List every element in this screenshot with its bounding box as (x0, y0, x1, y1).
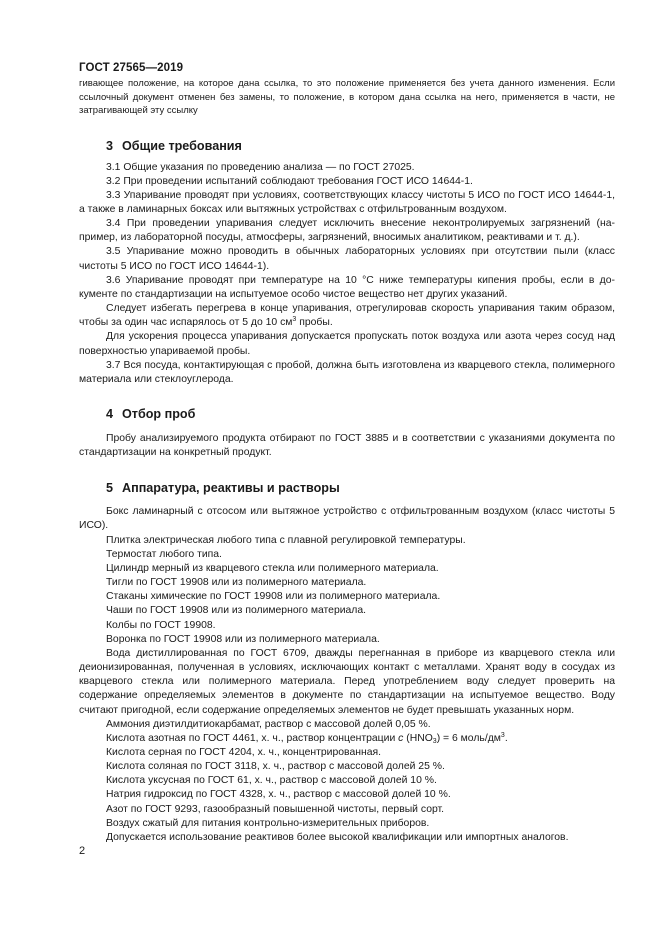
section-5-title: Аппаратура, реактивы и растворы (122, 481, 340, 496)
list-item: Колбы по ГОСТ 19908. (106, 619, 216, 631)
list-item: Допускается использование реактивов более высокой квалификации или импортных аналогов. (106, 831, 569, 843)
overheat-text: Следует избегать перегрева в конце упаривания, отрегулировав скорость упаривания таким образом, чтобы за один час испарялось от 5 до 10 см (79, 303, 615, 329)
nitric-end: . (504, 732, 508, 744)
nitric-text: Кислота азотная по ГОСТ 4461, х. ч., раствор концентрации (106, 732, 399, 744)
list-item: Азот по ГОСТ 9293, газообразный повышенной чистоты, первый сорт. (106, 803, 445, 815)
list-item: Бокс ламинарный с отсосом или вытяжное устройство с отфильтрованным воздухом (класс чистоты 5 ИСО). (79, 506, 615, 532)
document-code: ГОСТ 27565—2019 (79, 62, 184, 74)
clause-3-5: 3.5 Упаривание можно проводить в обычных лабораторных условиях при отсутствии пыли (класс чистоты 5 ИСО по ГОСТ ИСО 14644-1). (79, 246, 615, 272)
nitric-formula: (HNO (403, 732, 433, 744)
section-5-number: 5 (106, 481, 114, 496)
nitric-conc: ) = 6 моль/дм (436, 732, 501, 744)
list-item: Стаканы химические по ГОСТ 19908 или из полимерного материала. (106, 591, 441, 603)
sampling-paragraph: Пробу анализируемого продукта отбирают по ГОСТ 3885 и в соответствии с указаниями документа по стандартизации на конкретный продукт. (79, 433, 615, 459)
list-item: Плитка электрическая любого типа с плавной регулировкой температуры. (106, 534, 466, 546)
nitric-sup: 3 (500, 731, 505, 739)
list-item: Кислота соляная по ГОСТ 3118, х. ч., раствор с массовой долей 25 %. (106, 761, 445, 773)
overheat-sup: 3 (292, 316, 297, 324)
section-3-heading (79, 137, 615, 155)
clause-3-4: 3.4 При проведении упаривания следует исключить внесение неконтролируемых загрязнений (например, из лабораторной посуды, атмосферы, загрязнений, вносимых аналитиком, реактивами и т. д.). (79, 218, 615, 244)
overheat-paragraph (79, 302, 615, 330)
page-number: 2 (79, 845, 86, 857)
list-item: Цилиндр мерный из кварцевого стекла или полимерного материала. (106, 562, 439, 574)
section-3-title: Общие требования (122, 138, 242, 153)
airflow-paragraph: Для ускорения процесса упаривания допускается пропускать поток воздуха или азота через сосуд над поверхностью упариваемой пробы. (79, 331, 615, 357)
section-4-number: 4 (106, 407, 114, 421)
clause-3-2: 3.2 При проведении испытаний соблюдают требования ГОСТ ИСО 14644-1. (106, 175, 473, 187)
list-item: Кислота серная по ГОСТ 4204, х. ч., концентрированная. (106, 746, 381, 758)
section-5-heading (79, 479, 615, 497)
equipment-list (79, 505, 615, 845)
nitric-acid-item (79, 732, 615, 746)
clause-3-1: 3.1 Общие указания по проведению анализа — по ГОСТ 27025. (106, 161, 415, 173)
section-3-number: 3 (106, 138, 114, 153)
nitric-sub: 3 (432, 737, 437, 745)
list-item: Термостат любого типа. (106, 548, 222, 560)
list-item: Воздух сжатый для питания контрольно-измерительных приборов. (106, 817, 430, 829)
list-item: Вода дистиллированная по ГОСТ 6709, дважды перегнанная в приборе из кварцевого стекла или деионизированная, полученная в условиях, исключающих контакт с металлами. Хранят воду в сосудах из кварцевого стекла или полимерного материала. Перед употреблением воду следует проверить на содержание определяемых элементов в документе по стандартизации на испытуемое вещество. Воду считают пригодной, если содержание определяемых элементов не будет превышать указанных норм. (79, 647, 615, 716)
intro-paragraph: гивающее положение, на которое дана ссылка, то это положение применяется без учета данного изменения. Если ссылочный документ отменен без замены, то положение, в котором дана ссылка на него, применяется в части, не затрагивающей эту ссылку (79, 78, 615, 116)
clause-3-3: 3.3 Упаривание проводят при условиях, соответствующих классу чистоты 5 ИСО по ГОСТ ИСО 14644-1, а также в ламинарных боксах или вытяжных устройствах с отфильтрованным воздухом. (79, 189, 615, 215)
clause-3-6: 3.6 Упаривание проводят при температуре на 10 °C ниже температуры кипения пробы, если в документе по стандартизации на испытуемое особо чистое вещество нет других указаний. (79, 274, 615, 300)
section-4-heading (79, 405, 615, 423)
list-item: Чаши по ГОСТ 19908 или из полимерного материала. (106, 605, 367, 617)
page-content (79, 75, 615, 845)
list-item: Кислота уксусная по ГОСТ 61, х. ч., раствор с массовой долей 10 %. (106, 775, 437, 787)
list-item: Воронка по ГОСТ 19908 или из полимерного материала. (106, 633, 380, 645)
nitric-c: c (398, 732, 404, 744)
list-item: Тигли по ГОСТ 19908 или из полимерного материала. (106, 577, 367, 589)
list-item: Аммония диэтилдитиокарбамат, раствор с массовой долей 0,05 %. (106, 718, 431, 730)
section-4-title: Отбор проб (122, 407, 196, 421)
overheat-text-end: пробы. (296, 317, 333, 329)
list-item: Натрия гидроксид по ГОСТ 4328, х. ч., раствор с массовой долей 10 %. (106, 789, 451, 801)
clause-3-7: 3.7 Вся посуда, контактирующая с пробой, должна быть изготовлена из кварцевого стекла, полимерного материала или стеклоуглерода. (79, 359, 615, 385)
